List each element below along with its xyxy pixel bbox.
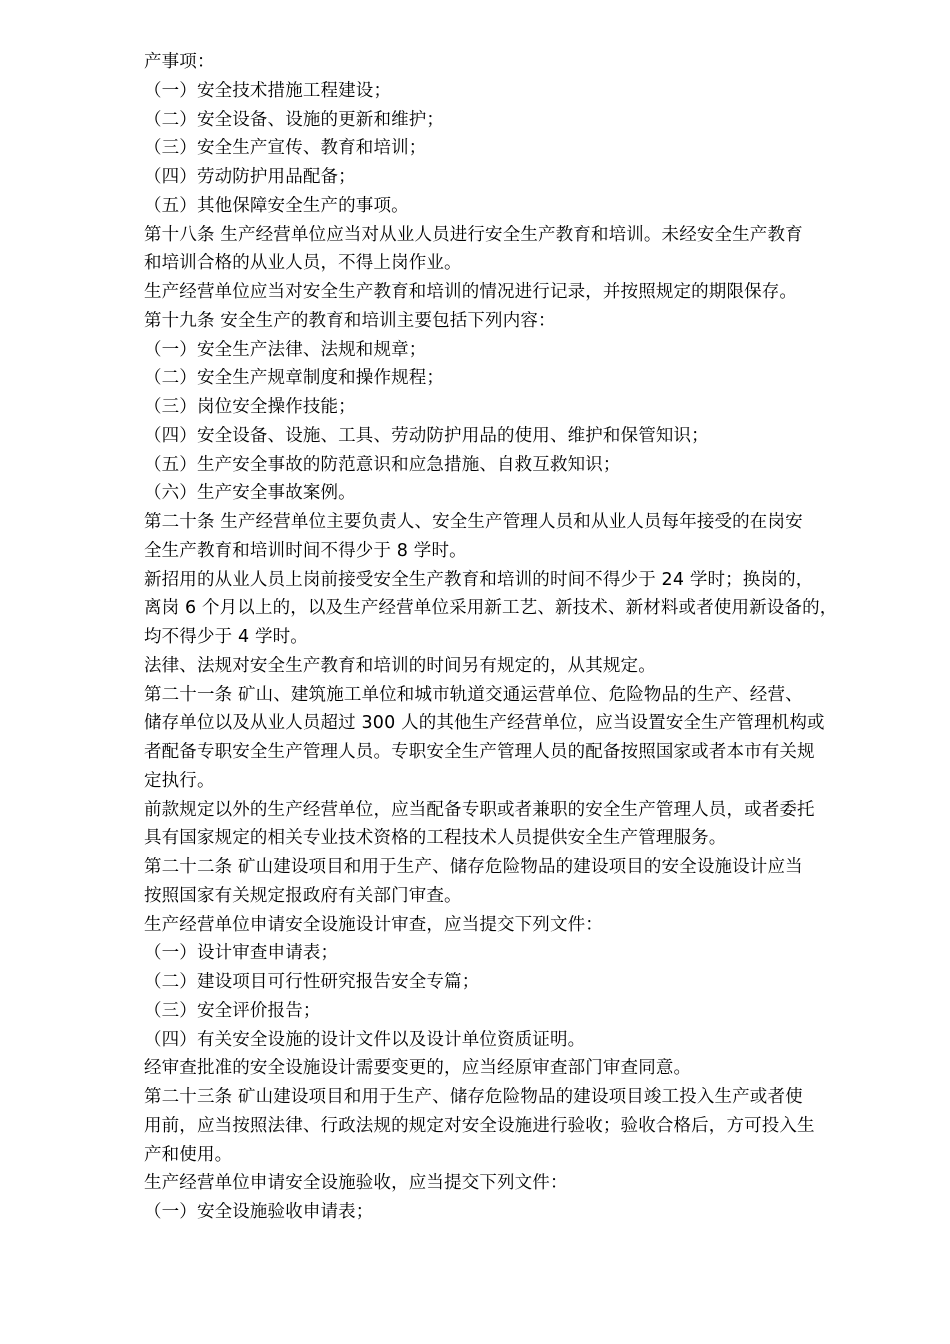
text-line: 均不得少于 4 学时。: [144, 627, 308, 647]
text-line: （二）安全生产规章制度和操作规程；: [144, 368, 445, 389]
text-line: （三）安全评价报告；: [144, 1000, 321, 1021]
text-line: 第十八条 生产经营单位应当对从业人员进行安全生产教育和培训。未经安全生产教育: [144, 224, 803, 245]
text-line: 第十九条 安全生产的教育和培训主要包括下列内容：: [144, 310, 556, 331]
text-line: 按照国家有关规定报政府有关部门审查。: [144, 885, 462, 906]
text-line: （一）安全设施验收申请表；: [144, 1202, 374, 1222]
text-line: 第二十条 生产经营单位主要负责人、安全生产管理人员和从业人员每年接受的在岗安: [144, 512, 803, 532]
text-line: （一）设计审查申请表；: [144, 943, 339, 964]
text-line: 前款规定以外的生产经营单位，应当配备专职或者兼职的安全生产管理人员，或者委托: [144, 799, 815, 820]
text-line: （二）建设项目可行性研究报告安全专篇；: [144, 972, 480, 992]
text-line: 离岗 6 个月以上的，以及生产经营单位采用新工艺、新技术、新材料或者使用新设备的，: [144, 598, 838, 619]
text-line: （一）安全生产法律、法规和规章；: [144, 339, 427, 360]
text-line: （五）生产安全事故的防范意识和应急措施、自救互救知识；: [144, 454, 621, 475]
text-line: （三）安全生产宣传、教育和培训；: [144, 138, 427, 159]
text-line: 经审查批准的安全设施设计需要变更的，应当经原审查部门审查同意。: [144, 1058, 692, 1079]
text-line: 全生产教育和培训时间不得少于 8 学时。: [144, 540, 467, 561]
text-line: 储存单位以及从业人员超过 300 人的其他生产经营单位，应当设置安全生产管理机构或: [144, 713, 825, 734]
text-line: 法律、法规对安全生产教育和培训的时间另有规定的，从其规定。: [144, 655, 656, 676]
text-line: 第二十三条 矿山建设项目和用于生产、储存危险物品的建设项目竣工投入生产或者使: [144, 1087, 803, 1107]
text-line: （四）劳动防护用品配备；: [144, 167, 356, 187]
text-line: 第二十二条 矿山建设项目和用于生产、储存危险物品的建设项目的安全设施设计应当: [144, 857, 803, 877]
text-line: 用前，应当按照法律、行政法规的规定对安全设施进行验收；验收合格后，方可投入生: [144, 1115, 815, 1136]
document-body: [144, 48, 904, 1227]
text-line: 具有国家规定的相关专业技术资格的工程技术人员提供安全生产管理服务。: [144, 828, 727, 849]
text-line: 第二十一条 矿山、建筑施工单位和城市轨道交通运营单位、危险物品的生产、经营、: [144, 684, 803, 705]
text-line: （四）有关安全设施的设计文件以及设计单位资质证明。: [144, 1029, 586, 1050]
text-line: （四）安全设备、设施、工具、劳动防护用品的使用、维护和保管知识；: [144, 425, 709, 446]
text-line: 新招用的从业人员上岗前接受安全生产教育和培训的时间不得少于 24 学时；换岗的，: [144, 569, 814, 590]
text-line: （六）生产安全事故案例。: [144, 483, 356, 504]
text-line: （五）其他保障安全生产的事项。: [144, 195, 409, 216]
text-line: 和培训合格的从业人员，不得上岗作业。: [144, 253, 462, 274]
text-line: 生产经营单位申请安全设施设计审查，应当提交下列文件：: [144, 914, 603, 935]
text-line: 生产经营单位申请安全设施验收，应当提交下列文件：: [144, 1173, 568, 1194]
text-line: 产和使用。: [144, 1144, 233, 1165]
text-line: 生产经营单位应当对安全生产教育和培训的情况进行记录，并按照规定的期限保存。: [144, 282, 798, 302]
text-line: （一）安全技术措施工程建设；: [144, 80, 392, 101]
text-line: 定执行。: [144, 770, 215, 791]
text-line: 产事项：: [144, 52, 215, 72]
text-line: 者配备专职安全生产管理人员。专职安全生产管理人员的配备按照国家或者本市有关规: [144, 742, 815, 762]
text-line: （三）岗位安全操作技能；: [144, 397, 356, 417]
text-line: （二）安全设备、设施的更新和维护；: [144, 109, 445, 130]
